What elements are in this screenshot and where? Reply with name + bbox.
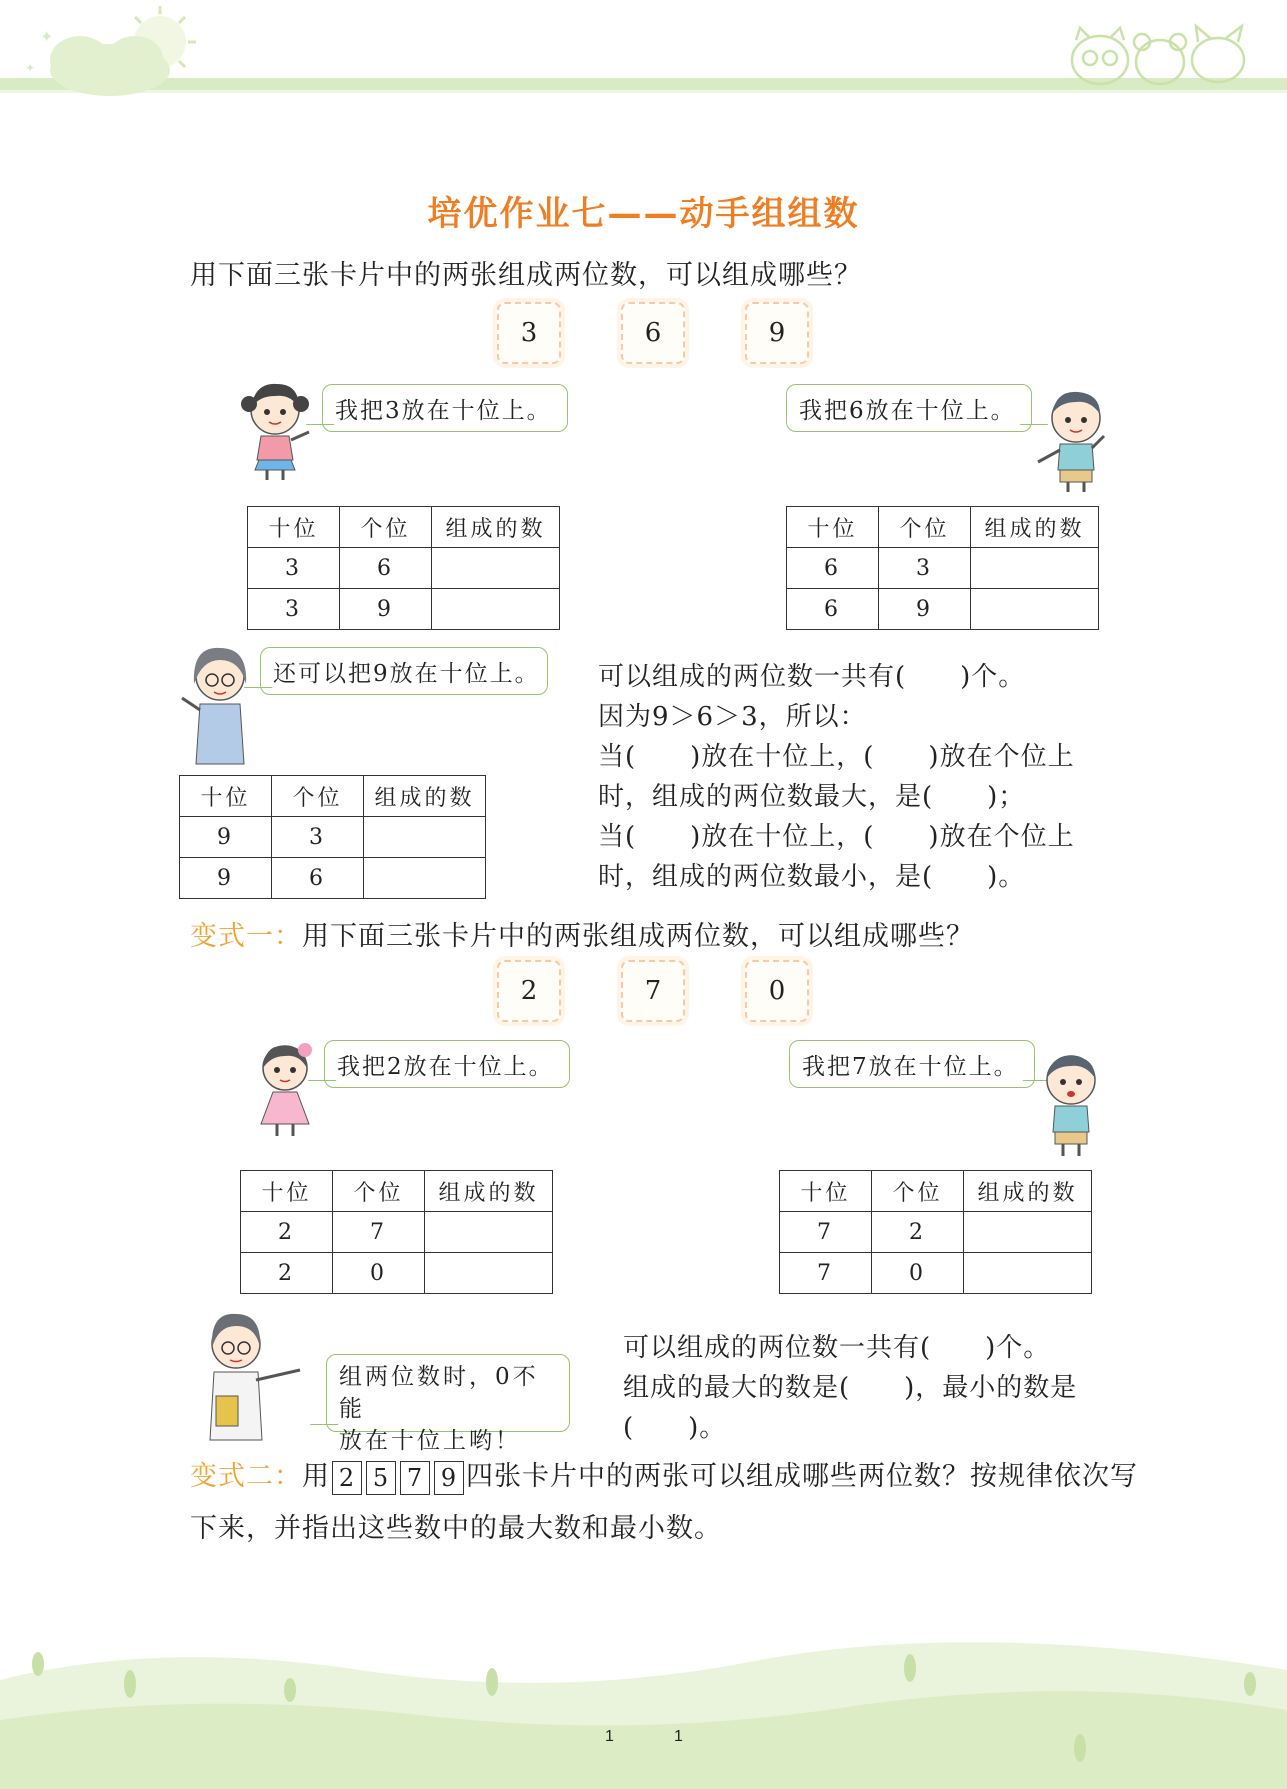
cell-tens: 9	[180, 858, 272, 899]
place-value-table	[786, 506, 1099, 630]
fill-in-line[interactable]: 当( )放在十位上，( )放在个位上	[598, 742, 1075, 772]
cell-tens: 3	[248, 589, 340, 630]
page-number: 1	[605, 1728, 614, 1745]
variant-2-pre: 用	[302, 1461, 330, 1492]
answer-cell[interactable]	[425, 1253, 553, 1294]
number-card: 3	[497, 302, 561, 364]
variant-1-prompt	[190, 914, 974, 953]
teacher-illustration	[178, 640, 253, 768]
fill-in-line[interactable]: 可以组成的两位数一共有( )个。	[623, 1333, 1051, 1363]
teacher-illustration	[200, 1308, 305, 1443]
header-ones: 个位	[872, 1171, 964, 1212]
header-tens: 十位	[180, 776, 272, 817]
answer-cell[interactable]	[971, 589, 1099, 630]
question-prompt: 用下面三张卡片中的两张组成两位数，可以组成哪些？	[190, 260, 862, 291]
cell-ones: 9	[340, 589, 432, 630]
answer-cell[interactable]	[425, 1212, 553, 1253]
svg-text:✦: ✦	[40, 27, 54, 46]
bubble-text: 组两位数时，0不能	[339, 1364, 539, 1422]
header-number: 组成的数	[432, 507, 560, 548]
fill-in-line[interactable]: 可以组成的两位数一共有( )个。	[598, 662, 1026, 692]
cell-ones: 3	[272, 817, 364, 858]
boy-illustration	[1033, 1050, 1108, 1158]
header-ones: 个位	[340, 507, 432, 548]
number-card: 6	[621, 302, 685, 364]
speech-bubble	[322, 384, 568, 432]
bubble-text: 我把7放在十位上。	[802, 1053, 1019, 1080]
header-number: 组成的数	[425, 1171, 553, 1212]
reasoning-line: 因为9＞6＞3，所以：	[598, 702, 867, 732]
number-card: 0	[745, 960, 809, 1022]
girl-illustration	[245, 1038, 325, 1138]
variant-2-line2: 下来，并指出这些数中的最大数和最小数。	[190, 1513, 722, 1544]
sun-cloud-decor	[0, 0, 220, 120]
place-value-table	[247, 506, 560, 630]
inline-number-card: 2	[332, 1461, 362, 1495]
cell-ones: 3	[879, 548, 971, 589]
speech-bubble	[786, 384, 1032, 432]
fill-in-line[interactable]: 当( )放在十位上，( )放在个位上	[598, 822, 1075, 852]
speech-bubble	[324, 1040, 570, 1088]
cell-ones: 6	[340, 548, 432, 589]
inline-number-card: 9	[434, 1461, 464, 1495]
cell-tens: 3	[248, 548, 340, 589]
header-tens: 十位	[780, 1171, 872, 1212]
page-number: 1	[674, 1728, 683, 1745]
bubble-text: 放在十位上哟！	[339, 1428, 521, 1454]
speech-bubble	[260, 647, 548, 695]
inline-number-card: 5	[366, 1461, 396, 1495]
header-number: 组成的数	[364, 776, 486, 817]
answer-cell[interactable]	[432, 548, 560, 589]
cell-ones: 2	[872, 1212, 964, 1253]
cell-ones: 0	[872, 1253, 964, 1294]
cell-ones: 0	[333, 1253, 425, 1294]
variant-1-label: 变式一：	[190, 921, 302, 952]
fill-in-line[interactable]: ( )。	[623, 1413, 727, 1443]
fill-in-line[interactable]: 时，组成的两位数最小，是( )。	[598, 862, 1026, 892]
cell-tens: 6	[787, 589, 879, 630]
page-title: 培优作业七——动手组组数	[427, 194, 860, 234]
answer-cell[interactable]	[964, 1212, 1092, 1253]
variant-2-label: 变式二：	[190, 1461, 302, 1492]
cell-ones: 6	[272, 858, 364, 899]
inline-number-card: 7	[400, 1461, 430, 1495]
variant-2-prompt	[190, 1454, 1138, 1495]
place-value-table	[779, 1170, 1092, 1294]
bubble-text: 还可以把9放在十位上。	[273, 660, 540, 687]
svg-text:✦: ✦	[25, 61, 36, 75]
speech-bubble	[789, 1040, 1035, 1088]
answer-cell[interactable]	[971, 548, 1099, 589]
fill-in-line[interactable]: 组成的最大的数是( )，最小的数是	[623, 1373, 1078, 1403]
cell-tens: 7	[780, 1253, 872, 1294]
header-ones: 个位	[272, 776, 364, 817]
header-tens: 十位	[787, 507, 879, 548]
variant-1-text: 用下面三张卡片中的两张组成两位数，可以组成哪些？	[302, 921, 974, 952]
answer-cell[interactable]	[432, 589, 560, 630]
animal-heads-decor	[1060, 18, 1260, 88]
cell-tens: 2	[241, 1212, 333, 1253]
cell-ones: 9	[879, 589, 971, 630]
place-value-table	[179, 775, 486, 899]
fill-in-line[interactable]: 时，组成的两位数最大，是( )；	[598, 782, 1026, 812]
cell-tens: 7	[780, 1212, 872, 1253]
answer-cell[interactable]	[364, 858, 486, 899]
bubble-text: 我把6放在十位上。	[799, 397, 1016, 424]
girl-illustration	[235, 378, 320, 483]
speech-bubble	[326, 1354, 570, 1454]
bubble-text: 我把3放在十位上。	[335, 397, 552, 424]
boy-illustration	[1030, 386, 1115, 494]
number-card: 7	[621, 960, 685, 1022]
bubble-text: 我把2放在十位上。	[337, 1053, 554, 1080]
number-card: 2	[497, 960, 561, 1022]
cell-tens: 6	[787, 548, 879, 589]
answer-cell[interactable]	[964, 1253, 1092, 1294]
header-tens: 十位	[241, 1171, 333, 1212]
header-tens: 十位	[248, 507, 340, 548]
answer-cell[interactable]	[364, 817, 486, 858]
cell-ones: 7	[333, 1212, 425, 1253]
header-ones: 个位	[333, 1171, 425, 1212]
header-number: 组成的数	[964, 1171, 1092, 1212]
variant-2-post: 四张卡片中的两张可以组成哪些两位数？按规律依次写	[466, 1461, 1138, 1492]
cell-tens: 2	[241, 1253, 333, 1294]
header-number: 组成的数	[971, 507, 1099, 548]
bottom-hills-decor	[0, 1620, 1287, 1789]
header-ones: 个位	[879, 507, 971, 548]
number-card: 9	[745, 302, 809, 364]
cell-tens: 9	[180, 817, 272, 858]
place-value-table	[240, 1170, 553, 1294]
